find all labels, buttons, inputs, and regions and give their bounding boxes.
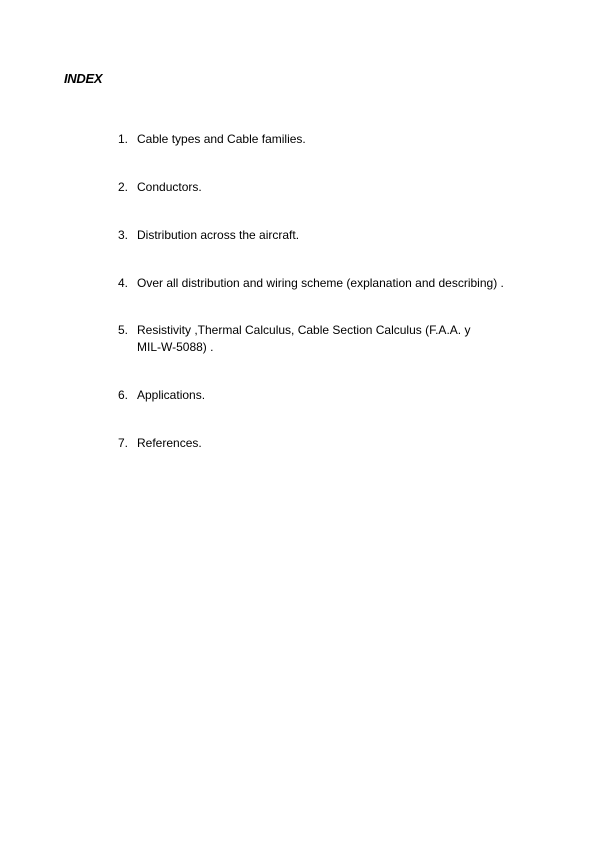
index-item-number: 3. (118, 228, 129, 242)
index-item-text: Distribution across the aircraft. (137, 228, 300, 242)
index-item-1 (118, 131, 538, 148)
index-item-3 (118, 227, 538, 244)
index-item-text: Conductors. (137, 180, 202, 194)
index-item-text: Applications. (137, 388, 206, 402)
index-item-text: Over all distribution and wiring scheme (explanation and describing) . (137, 276, 504, 290)
index-item-number: 2. (118, 180, 129, 194)
index-item-4 (118, 275, 538, 292)
index-title: INDEX (64, 71, 103, 86)
index-item-7 (118, 435, 538, 452)
index-item-text: Cable types and Cable families. (137, 132, 306, 146)
index-item-2 (118, 179, 538, 196)
index-item-5 (118, 322, 478, 356)
index-item-6 (118, 387, 538, 404)
index-item-text: Resistivity ,Thermal Calculus, Cable Section Calculus (F.A.A. y MIL-W-5088) . (137, 323, 471, 354)
index-item-number: 4. (118, 276, 129, 290)
index-item-number: 1. (118, 132, 129, 146)
index-item-number: 7. (118, 436, 129, 450)
index-item-text: References. (137, 436, 202, 450)
index-item-number: 5. (118, 323, 129, 337)
index-item-number: 6. (118, 388, 129, 402)
